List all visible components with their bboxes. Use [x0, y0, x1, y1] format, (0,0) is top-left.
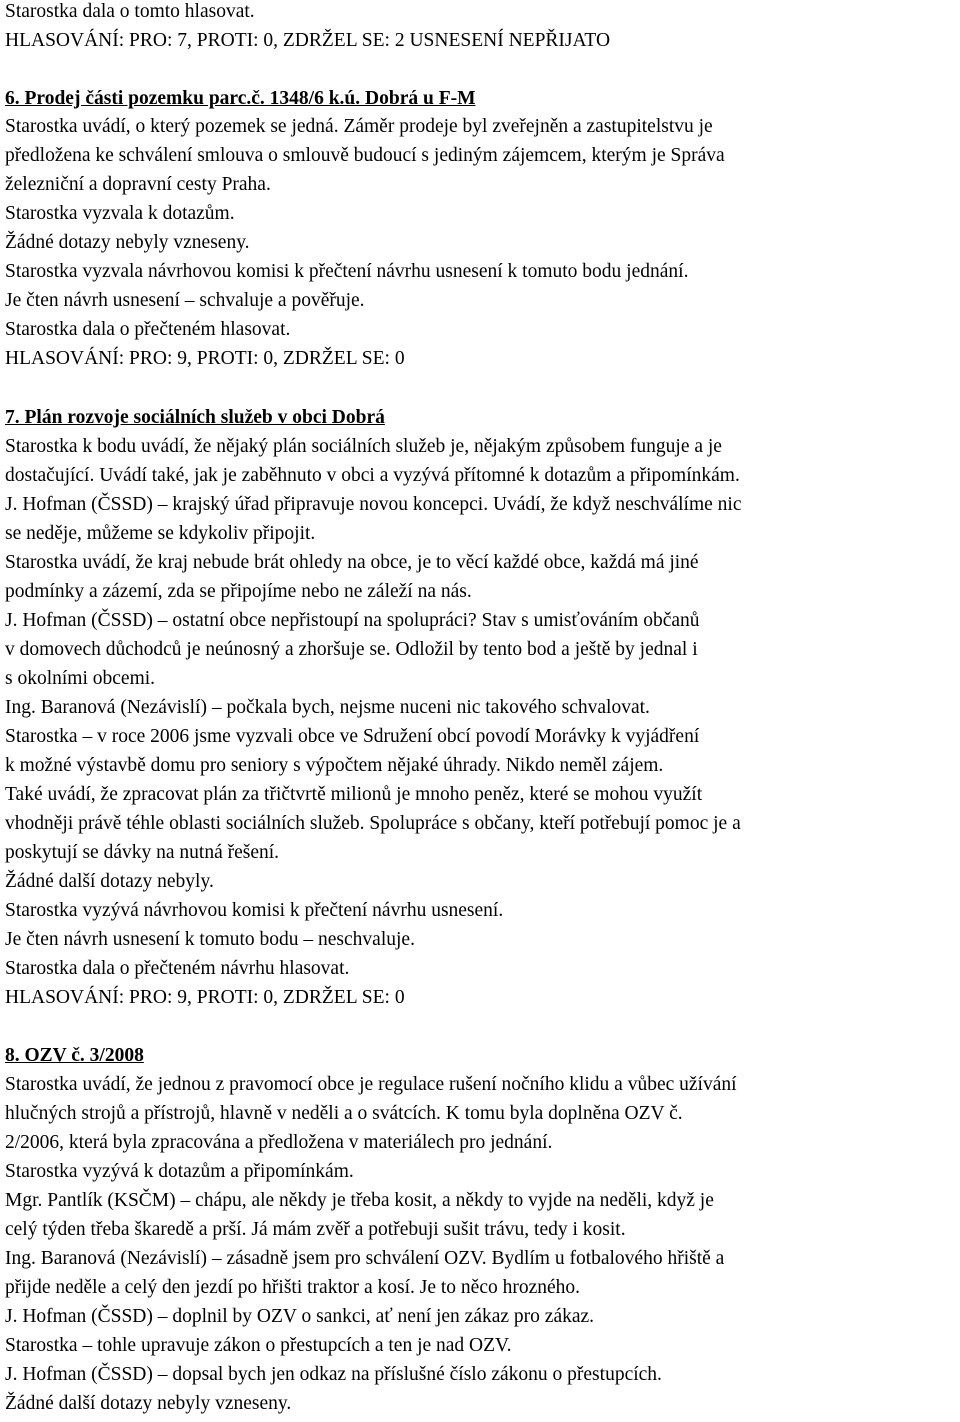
text-line: Starostka vyzvala k dotazům.	[5, 203, 235, 224]
text-line: 2/2006, která byla zpracována a předložena v materiálech pro jednání.	[5, 1132, 553, 1153]
text-line: Starostka uvádí, že jednou z pravomocí obce je regulace rušení nočního klidu a vůbec užívání	[5, 1074, 737, 1095]
section-heading-6: 6. Prodej části pozemku parc.č. 1348/6 k.ú. Dobrá u F-M	[5, 88, 476, 109]
text-line: se neděje, můžeme se kdykoliv připojit.	[5, 523, 316, 544]
text-line: hlučných strojů a přístrojů, hlavně v neděli a o svátcích. K tomu byla doplněna OZV č.	[5, 1103, 683, 1124]
text-line: J. Hofman (ČSSD) – dopsal bych jen odkaz na příslušné číslo zákonu o přestupcích.	[5, 1364, 662, 1385]
text-line: železniční a dopravní cesty Praha.	[5, 174, 271, 195]
text-line: přijde neděle a celý den jezdí po hřišti traktor a kosí. Je to něco hrozného.	[5, 1277, 581, 1298]
text-line: J. Hofman (ČSSD) – doplnil by OZV o sankci, ať není jen zákaz pro zákaz.	[5, 1306, 595, 1327]
text-line: Žádné další dotazy nebyly vzneseny.	[5, 1393, 292, 1414]
text-line: dostačující. Uvádí také, jak je zaběhnuto v obci a vyzývá přítomné k dotazům a připomínkám.	[5, 465, 740, 486]
text-line: Starostka – tohle upravuje zákon o přestupcích a ten je nad OZV.	[5, 1335, 512, 1356]
text-line: podmínky a zázemí, zda se připojíme nebo ne záleží na nás.	[5, 581, 472, 602]
text-line: Žádné další dotazy nebyly.	[5, 871, 214, 892]
vote-result-line: HLASOVÁNÍ: PRO: 7, PROTI: 0, ZDRŽEL SE: 2 USNESENÍ NEPŘIJATO	[5, 30, 611, 51]
text-line: Ing. Baranová (Nezávislí) – počkala bych, nejsme nuceni nic takového schvalovat.	[5, 697, 650, 718]
text-line: Starostka uvádí, že kraj nebude brát ohledy na obce, je to věcí každé obce, každá má jiné	[5, 552, 699, 573]
text-line: poskytují se dávky na nutná řešení.	[5, 842, 280, 863]
text-line: vhodněji právě téhle oblasti sociálních služeb. Spolupráce s občany, kteří potřebují pomoc je a	[5, 813, 741, 834]
text-line: Starostka – v roce 2006 jsme vyzvali obce ve Sdružení obcí povodí Morávky k vyjádření	[5, 726, 700, 747]
text-line: Starostka dala o přečteném návrhu hlasovat.	[5, 958, 350, 979]
text-line: Také uvádí, že zpracovat plán za třičtvrtě milionů je mnoho peněz, které se mohou využít	[5, 784, 703, 805]
text-line: Starostka k bodu uvádí, že nějaký plán sociálních služeb je, nějakým způsobem funguje a je	[5, 436, 722, 457]
text-line: Je čten návrh usnesení k tomuto bodu – neschvaluje.	[5, 929, 415, 950]
text-line: Starostka vyzývá k dotazům a připomínkám.	[5, 1161, 354, 1182]
section-heading-8: 8. OZV č. 3/2008	[5, 1045, 144, 1066]
text-line: k možné výstavbě domu pro seniory s výpočtem nějaké úhrady. Nikdo neměl zájem.	[5, 755, 664, 776]
text-line: Starostka vyzvala návrhovou komisi k přečtení návrhu usnesení k tomuto bodu jednání.	[5, 261, 689, 282]
text-line: předložena ke schválení smlouva o smlouvě budoucí s jediným zájemcem, kterým je Správa	[5, 145, 725, 166]
text-line: celý týden třeba škaredě a prší. Já mám zvěř a potřebuji sušit trávu, tedy i kosit.	[5, 1219, 626, 1240]
text-line: Starostka dala o tomto hlasovat.	[5, 1, 255, 22]
text-line: Žádné dotazy nebyly vzneseny.	[5, 232, 250, 253]
text-line: Mgr. Pantlík (KSČM) – chápu, ale někdy je třeba kosit, a někdy to vyjde na neděli, když je	[5, 1190, 714, 1211]
text-line: J. Hofman (ČSSD) – ostatní obce nepřistoupí na spolupráci? Stav s umisťováním občanů	[5, 610, 700, 631]
section-heading-7: 7. Plán rozvoje sociálních služeb v obci Dobrá	[5, 407, 385, 428]
text-line: s okolními obcemi.	[5, 668, 156, 689]
vote-result-line: HLASOVÁNÍ: PRO: 9, PROTI: 0, ZDRŽEL SE: 0	[5, 987, 405, 1008]
vote-result-line: HLASOVÁNÍ: PRO: 9, PROTI: 0, ZDRŽEL SE: 0	[5, 348, 405, 369]
text-line: Ing. Baranová (Nezávislí) – zásadně jsem pro schválení OZV. Bydlím u fotbalového hřiště a	[5, 1248, 725, 1269]
text-line: Je čten návrh usnesení – schvaluje a pověřuje.	[5, 290, 365, 311]
text-line: J. Hofman (ČSSD) – krajský úřad připravuje novou koncepci. Uvádí, že když neschválíme nic	[5, 494, 742, 515]
text-line: Starostka vyzývá návrhovou komisi k přečtení návrhu usnesení.	[5, 900, 504, 921]
text-line: v domovech důchodců je neúnosný a zhoršuje se. Odložil by tento bod a ještě by jednal i	[5, 639, 698, 660]
text-line: Starostka uvádí, o který pozemek se jedná. Záměr prodeje byl zveřejněn a zastupitelstvu je	[5, 116, 713, 137]
text-line: Starostka dala o přečteném hlasovat.	[5, 319, 291, 340]
